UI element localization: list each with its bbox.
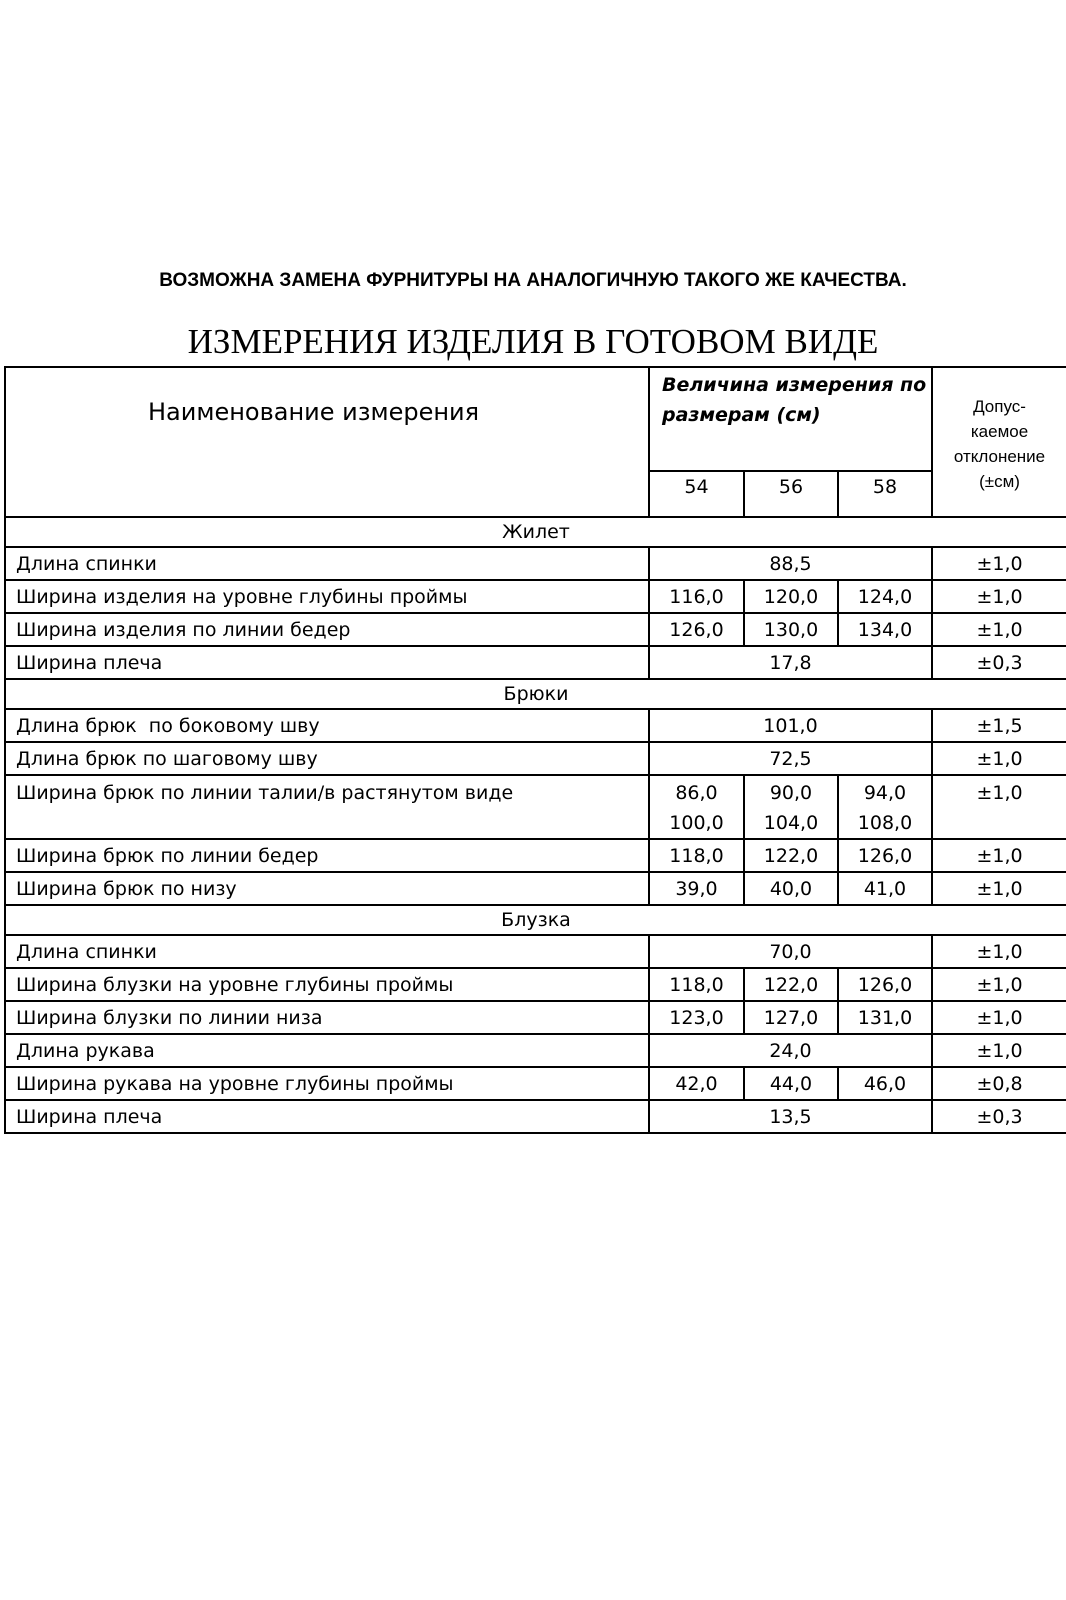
row-value: 101,0 (649, 709, 932, 742)
row-name: Ширина изделия на уровне глубины проймы (5, 580, 649, 613)
header-size-54: 54 (649, 471, 744, 517)
row-value-56: 130,0 (744, 613, 838, 646)
row-name: Ширина рукава на уровне глубины проймы (5, 1067, 649, 1100)
row-name: Длина брюк по боковому шву (5, 709, 649, 742)
row-value-54: 126,0 (649, 613, 744, 646)
row-value-54: 123,0 (649, 1001, 744, 1034)
row-value-56: 120,0 (744, 580, 838, 613)
row-value-54: 118,0 (649, 839, 744, 872)
row-tolerance: ±0,3 (932, 646, 1066, 679)
row-name: Ширина плеча (5, 646, 649, 679)
table-row (5, 1100, 1066, 1133)
header-size-56: 56 (744, 471, 838, 517)
row-name: Ширина плеча (5, 1100, 649, 1133)
row-value-58: 41,0 (838, 872, 932, 905)
row-value-56: 122,0 (744, 839, 838, 872)
table-row (5, 580, 1066, 613)
row-tolerance: ±1,0 (932, 775, 1066, 839)
row-value-56 (744, 775, 838, 839)
header-tol-line4: (±см) (979, 472, 1020, 491)
section-trousers: Брюки (5, 679, 1066, 709)
table-row (5, 742, 1066, 775)
section-vest: Жилет (5, 517, 1066, 547)
row-value: 88,5 (649, 547, 932, 580)
row-name: Длина брюк по шаговому шву (5, 742, 649, 775)
row-value-58: 124,0 (838, 580, 932, 613)
row-tolerance: ±1,0 (932, 547, 1066, 580)
row-value: 70,0 (649, 935, 932, 968)
table-row (5, 968, 1066, 1001)
header-group-line1: Величина измерения по (662, 374, 927, 396)
value-b: 104,0 (763, 812, 819, 834)
row-value: 24,0 (649, 1034, 932, 1067)
row-value-54: 42,0 (649, 1067, 744, 1100)
row-value-54 (649, 775, 744, 839)
row-value-58: 126,0 (838, 839, 932, 872)
header-size-58: 58 (838, 471, 932, 517)
section-blouse: Блузка (5, 905, 1066, 935)
row-tolerance: ±1,0 (932, 580, 1066, 613)
measurements-table (4, 366, 1066, 1134)
row-name: Длина спинки (5, 547, 649, 580)
row-tolerance: ±1,0 (932, 613, 1066, 646)
notice-text: ВОЗМОЖНА ЗАМЕНА ФУРНИТУРЫ НА АНАЛОГИЧНУЮ ТАКОГО ЖЕ КАЧЕСТВА. (159, 270, 907, 291)
value-b: 100,0 (669, 812, 724, 834)
row-value: 17,8 (649, 646, 932, 679)
section-row (5, 905, 1066, 935)
row-value-54: 39,0 (649, 872, 744, 905)
row-name: Длина спинки (5, 935, 649, 968)
value-a: 90,0 (769, 782, 813, 804)
row-name: Ширина брюк по линии бедер (5, 839, 649, 872)
header-tol-line1: Допус- (973, 397, 1026, 416)
row-tolerance: ±1,0 (932, 872, 1066, 905)
value-b: 108,0 (857, 812, 913, 834)
row-value-56: 40,0 (744, 872, 838, 905)
header-row (5, 367, 1066, 471)
header-name: Наименование измерения (5, 367, 649, 517)
row-name: Длина рукава (5, 1034, 649, 1067)
table-row (5, 709, 1066, 742)
row-tolerance: ±0,8 (932, 1067, 1066, 1100)
section-row (5, 679, 1066, 709)
table-row (5, 775, 1066, 839)
table-row (5, 613, 1066, 646)
header-group-line2: размерам (см) (662, 404, 821, 426)
row-value-58: 126,0 (838, 968, 932, 1001)
row-name: Ширина блузки на уровне глубины проймы (5, 968, 649, 1001)
table-row (5, 872, 1066, 905)
row-tolerance: ±1,0 (932, 1034, 1066, 1067)
table-row (5, 1067, 1066, 1100)
row-name: Ширина блузки по линии низа (5, 1001, 649, 1034)
table-row (5, 646, 1066, 679)
section-row (5, 517, 1066, 547)
row-tolerance: ±1,5 (932, 709, 1066, 742)
row-value-58: 131,0 (838, 1001, 932, 1034)
header-size-group (649, 367, 932, 471)
value-a: 86,0 (675, 782, 718, 804)
row-tolerance: ±1,0 (932, 968, 1066, 1001)
row-value-58 (838, 775, 932, 839)
header-tol-line2: каемое (970, 422, 1029, 441)
row-tolerance: ±1,0 (932, 839, 1066, 872)
row-value: 72,5 (649, 742, 932, 775)
row-tolerance: ±1,0 (932, 935, 1066, 968)
table-row (5, 1034, 1066, 1067)
row-name: Ширина изделия по линии бедер (5, 613, 649, 646)
row-value-56: 127,0 (744, 1001, 838, 1034)
table-row (5, 547, 1066, 580)
row-tolerance: ±0,3 (932, 1100, 1066, 1133)
page-title: ИЗМЕРЕНИЯ ИЗДЕЛИЯ В ГОТОВОМ ВИДЕ (187, 322, 879, 361)
table-row (5, 839, 1066, 872)
table-row (5, 1001, 1066, 1034)
row-value: 13,5 (649, 1100, 932, 1133)
row-name: Ширина брюк по линии талии/в растянутом виде (5, 775, 649, 839)
table-row (5, 935, 1066, 968)
row-value-56: 44,0 (744, 1067, 838, 1100)
row-value-54: 116,0 (649, 580, 744, 613)
row-value-58: 46,0 (838, 1067, 932, 1100)
value-a: 94,0 (863, 782, 907, 804)
row-name: Ширина брюк по низу (5, 872, 649, 905)
row-tolerance: ±1,0 (932, 1001, 1066, 1034)
row-value-58: 134,0 (838, 613, 932, 646)
row-tolerance: ±1,0 (932, 742, 1066, 775)
row-value-54: 118,0 (649, 968, 744, 1001)
header-tol-line3: отклонение (953, 447, 1046, 466)
row-value-56: 122,0 (744, 968, 838, 1001)
header-tolerance (932, 367, 1066, 517)
